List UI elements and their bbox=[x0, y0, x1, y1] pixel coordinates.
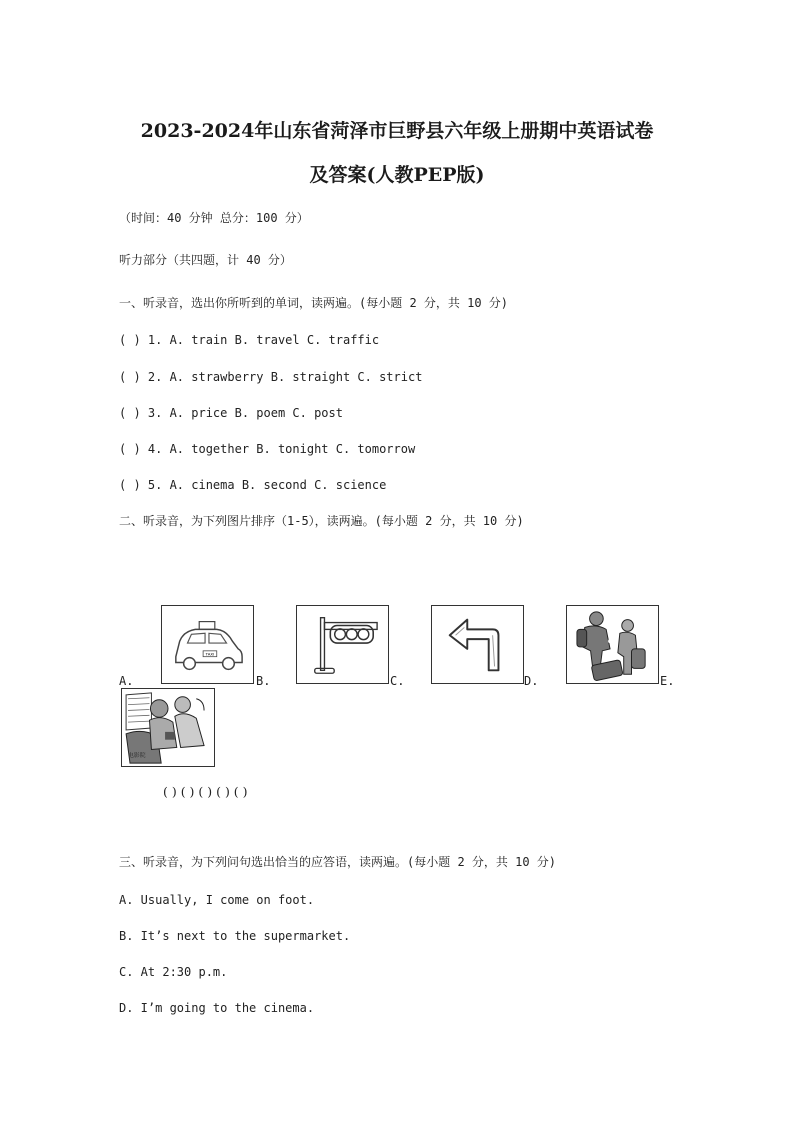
option-c: C. At 2:30 p.m. bbox=[119, 965, 228, 979]
travel-picture bbox=[566, 605, 659, 684]
question-4: ( ) 4. A. together B. tonight C. tomorrow bbox=[119, 442, 416, 456]
option-b: B. It’s next to the supermarket. bbox=[119, 929, 351, 943]
label-e: E. bbox=[660, 674, 675, 688]
cinema-sign: 电影院 bbox=[128, 753, 146, 760]
turn-left-arrow-icon bbox=[432, 606, 523, 683]
question-5: ( ) 5. A. cinema B. second C. science bbox=[119, 478, 387, 492]
section-2-heading: 二、听录音，为下列图片排序（1-5），读两遍。(每小题 2 分，共 10 分) bbox=[119, 514, 524, 528]
cinema-picture bbox=[121, 688, 215, 767]
option-d: D. I’m going to the cinema. bbox=[119, 1001, 315, 1015]
question-3: ( ) 3. A. price B. poem C. post bbox=[119, 406, 343, 420]
travelers-icon bbox=[567, 606, 658, 683]
section-1-heading: 一、听录音，选出你所听到的单词，读两遍。(每小题 2 分，共 10 分) bbox=[119, 296, 509, 310]
listening-header: 听力部分（共四题，计 40 分） bbox=[119, 253, 292, 267]
label-b: B. bbox=[256, 674, 271, 688]
label-c: C. bbox=[390, 674, 405, 688]
cinema-audience-icon bbox=[122, 689, 214, 766]
question-1: ( ) 1. A. train B. travel C. traffic bbox=[119, 333, 380, 347]
option-a: A. Usually, I come on foot. bbox=[119, 893, 315, 907]
traffic-light-picture bbox=[296, 605, 389, 684]
title-line-2: 及答案(人教PEP版) bbox=[309, 164, 485, 186]
turn-left-picture bbox=[431, 605, 524, 684]
taxi-sign: TAXI bbox=[205, 651, 215, 657]
title-line-1: 2023-2024年山东省菏泽市巨野县六年级上册期中英语试卷 bbox=[140, 120, 654, 142]
traffic-light-icon bbox=[297, 606, 388, 683]
taxi-picture bbox=[161, 605, 254, 684]
exam-meta: （时间：40 分钟 总分：100 分） bbox=[119, 211, 309, 225]
question-2: ( ) 2. A. strawberry B. straight C. strict bbox=[119, 370, 423, 384]
label-a: A. bbox=[119, 674, 134, 688]
label-d: D. bbox=[524, 674, 539, 688]
section-3-heading: 三、听录音，为下列问句选出恰当的应答语，读两遍。(每小题 2 分，共 10 分) bbox=[119, 855, 557, 869]
taxi-icon bbox=[162, 606, 253, 683]
ordering-answer-row: ( ) ( ) ( ) ( ) ( ) bbox=[163, 784, 248, 799]
